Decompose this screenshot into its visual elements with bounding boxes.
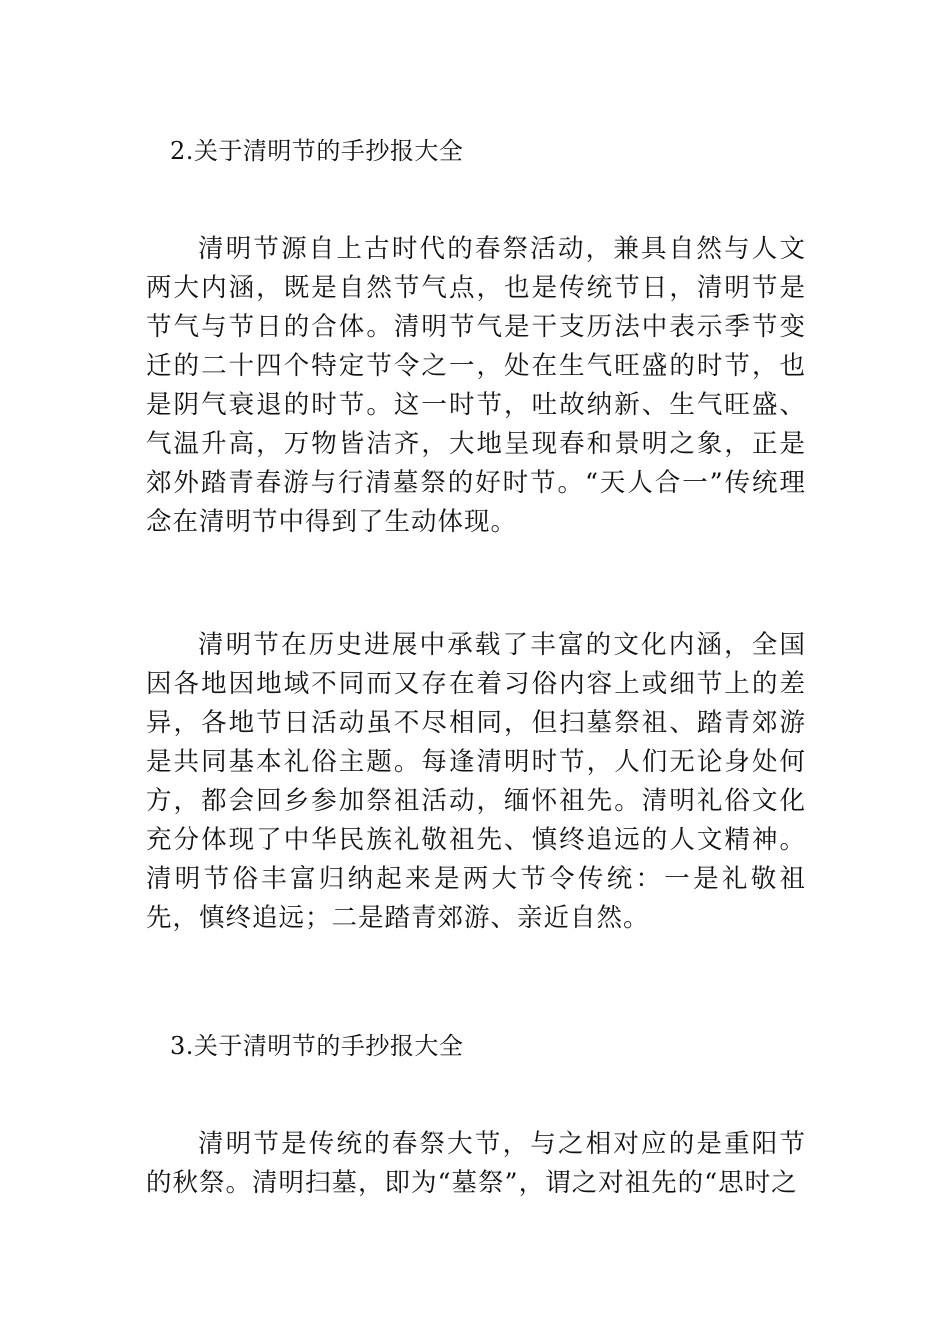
section-heading-2: 2.关于清明节的手抄报大全 <box>170 137 464 165</box>
paragraph: 清明节源自上古时代的春祭活动，兼具自然与人文两大内涵，既是自然节气点，也是传统节日，清明节是节气与节日的合体。清明节气是干支历法中表示季节变迁的二十四个特定节令之一，处在生气旺盛的时节，也是阴气衰退的时节。这一时节，吐故纳新、生气旺盛、气温升高，万物皆洁齐，大地呈现春和景明之象，正是郊外踏青春游与行清墓祭的好时节。“天人合一”传统理念在清明节中得到了生动体现。 <box>146 234 806 537</box>
paragraph: 清明节是传统的春祭大节，与之相对应的是重阳节的秋祭。清明扫墓，即为“墓祭”，谓之对祖先的“思时之 <box>146 1129 806 1198</box>
paragraph: 清明节在历史进展中承载了丰富的文化内涵，全国因各地因地域不同而又存在着习俗内容上或细节上的差异，各地节日活动虽不尽相同，但扫墓祭祖、踏青郊游是共同基本礼俗主题。每逢清明时节，人们无论身处何方，都会回乡参加祭祖活动，缅怀祖先。清明礼俗文化充分体现了中华民族礼敬祖先、慎终追远的人文精神。清明节俗丰富归纳起来是两大节令传统：一是礼敬祖先，慎终追远；二是踏青郊游、亲近自然。 <box>146 630 806 933</box>
section-heading-3: 3.关于清明节的手抄报大全 <box>170 1032 464 1060</box>
